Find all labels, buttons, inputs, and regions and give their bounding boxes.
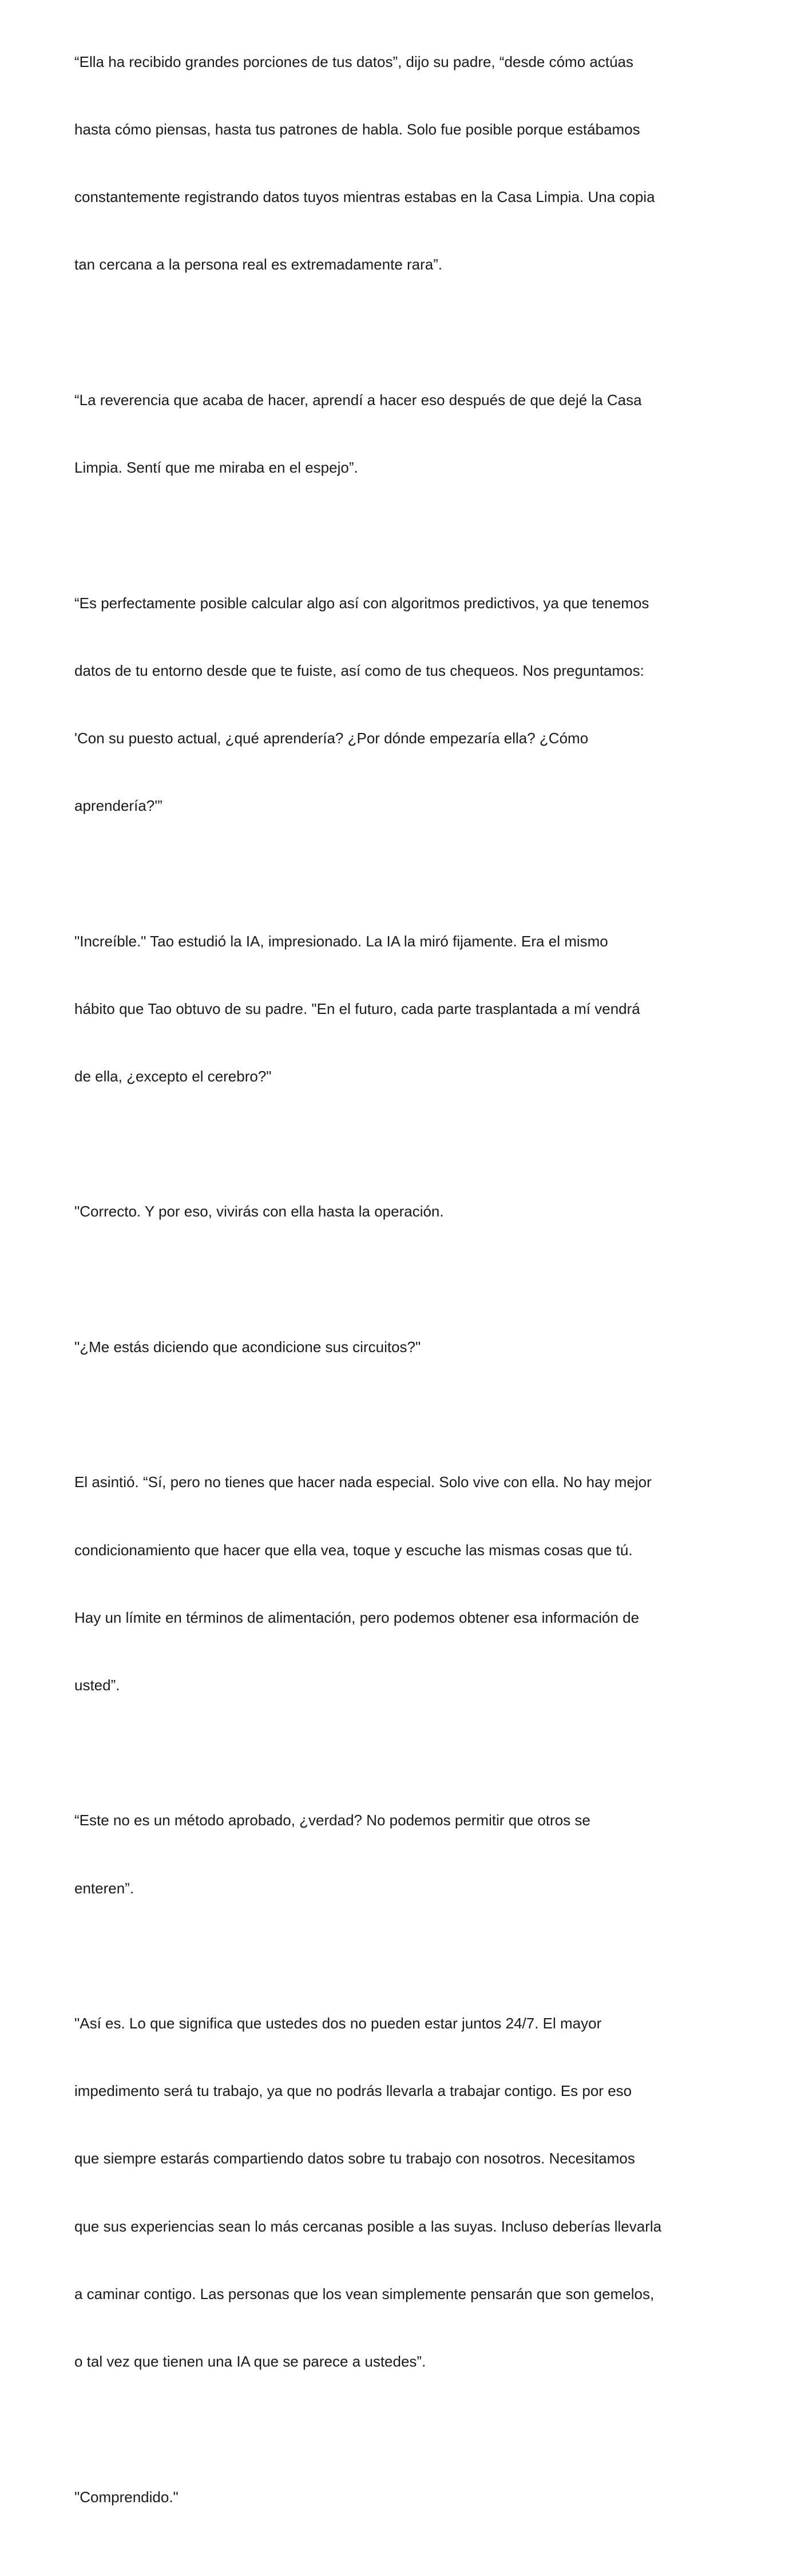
- text-line: de ella, ¿excepto el cerebro?": [74, 1068, 272, 1085]
- text-line: que siempre estarás compartiendo datos sobre tu trabajo con nosotros. Necesitamos: [74, 2150, 635, 2167]
- text-line: hasta cómo piensas, hasta tus patrones de habla. Solo fue posible porque estábamos: [74, 121, 640, 138]
- text-line: enteren”.: [74, 1879, 134, 1897]
- document-page: [74, 6, 732, 2576]
- text-line: impedimento será tu trabajo, ya que no podrás llevarla a trabajar contigo. Es por eso: [74, 2082, 632, 2100]
- paragraph-5: [74, 1156, 732, 1269]
- text-line: usted”.: [74, 1676, 120, 1694]
- text-line: "Comprendido.": [74, 2488, 179, 2506]
- text-line: “Este no es un método aprobado, ¿verdad? No podemos permitir que otros se: [74, 1812, 590, 1829]
- text-line: Limpia. Sentí que me miraba en el espejo”.: [74, 459, 358, 477]
- paragraph-10: [74, 2441, 732, 2554]
- text-line: “Ella ha recibido grandes porciones de tus datos”, dijo su padre, “desde cómo actúas: [74, 53, 634, 70]
- paragraph-1: [74, 6, 732, 322]
- text-line: "Increíble." Tao estudió la IA, impresionado. La IA la miró fijamente. Era el mismo: [74, 932, 608, 950]
- text-line: Hay un límite en términos de alimentación, pero podemos obtener esa información de: [74, 1608, 640, 1626]
- text-line: o tal vez que tienen una IA que se parece a ustedes”.: [74, 2353, 426, 2371]
- text-line: "Correcto. Y por eso, vivirás con ella hasta la operación.: [74, 1203, 444, 1220]
- paragraph-8: [74, 1765, 732, 1945]
- text-line: El asintió. “Sí, pero no tienes que hacer nada especial. Solo vive con ella. No hay mejor: [74, 1473, 652, 1491]
- text-line: aprendería?'”: [74, 797, 162, 815]
- text-line: "¿Me estás diciendo que acondicione sus circuitos?": [74, 1338, 421, 1356]
- text-line: “Es perfectamente posible calcular algo así con algoritmos predictivos, ya que tenemos: [74, 594, 649, 612]
- text-line: datos de tu entorno desde que te fuiste, así como de tus chequeos. Nos preguntamos:: [74, 661, 644, 679]
- paragraph-4: [74, 885, 732, 1133]
- text-line: 'Con su puesto actual, ¿qué aprendería? ¿Por dónde empezaría ella? ¿Cómo: [74, 729, 589, 747]
- text-line: hábito que Tao obtuvo de su padre. "En el futuro, cada parte trasplantada a mí vendrá: [74, 1000, 640, 1017]
- text-line: constantemente registrando datos tuyos mientras estabas en la Casa Limpia. Una copia: [74, 188, 655, 206]
- text-line: condicionamiento que hacer que ella vea, toque y escuche las mismas cosas que tú.: [74, 1541, 633, 1559]
- text-line: tan cercana a la persona real es extremadamente rara”.: [74, 256, 443, 274]
- paragraph-9: [74, 1967, 732, 2418]
- text-line: “La reverencia que acaba de hacer, aprendí a hacer eso después de que dejé la Casa: [74, 391, 642, 409]
- paragraph-7: [74, 1426, 732, 1742]
- paragraph-6: [74, 1291, 732, 1404]
- paragraph-3: [74, 547, 732, 863]
- text-line: que sus experiencias sean lo más cercanas posible a las suyas. Incluso deberías llevarla: [74, 2217, 662, 2235]
- paragraph-2: [74, 344, 732, 524]
- text-line: a caminar contigo. Las personas que los vean simplemente pensarán que son gemelos,: [74, 2285, 655, 2302]
- text-line: "Así es. Lo que significa que ustedes dos no pueden estar juntos 24/7. El mayor: [74, 2015, 602, 2032]
